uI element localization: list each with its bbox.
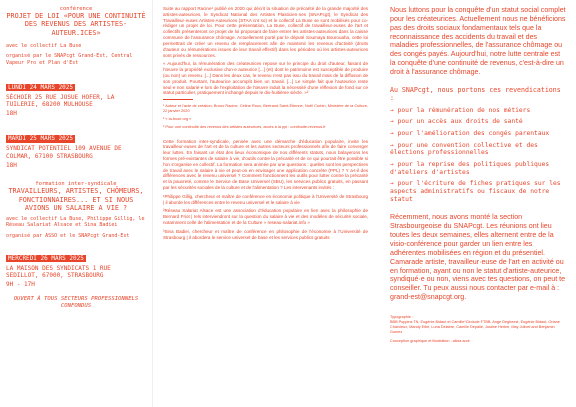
conference-label: conférence	[59, 6, 93, 12]
event-date: MERCREDI 26 MARS 2025	[8, 254, 84, 262]
formation-title: TRAVAILLEURS, ARTISTES, CHÔMEURS, FONCTIONNAIRES... ET SI NOUS AVIONS UN SALAIRE A VIE ?	[8, 187, 144, 212]
demand-item: → pour la rémunération de nos métiers	[390, 106, 531, 114]
demand-item: → pour un accès aux droits de santé	[390, 118, 523, 126]
demands-heading: Au SNAPcgt, nous portons ces revendications :	[390, 85, 561, 102]
left-column	[0, 0, 152, 407]
conference-organizers: organisé par le SNAPcgt Grand-Est, Central Vapeur Pro et Plan d'Est	[6, 53, 133, 66]
footnote-divider	[163, 99, 193, 100]
typography-credits: BBB Poppins TN, Eugénie Bidaut et Camille*Circlude FTBB, Ange Degheest, Eugénie Bidaut, Oriane Charvieux, Mandy Elbé, Luna Delabre, Camille Depalle, Justine Herbel, May Jolivet and Benjamin Gomez	[390, 319, 560, 334]
event-time: 9H - 17H	[6, 281, 35, 289]
event-mulhouse	[6, 74, 146, 118]
formation-label: formation inter-syndicale	[35, 181, 117, 188]
paragraph-quote: « Aujourd'hui, la rémunération des créateurices repose sur le principe du droit d'auteur, faisant de l'œuvre la propriété exclusive d'un·e auteurice [...] (et) dont le patrimoine est susceptible de produire (ou non) un revenu. [...] Dans les deux cas, le revenu n'est pas issu du travail mais de la diffusion de son produit. Pourtant, l'auteurice accomplit bien un travail. [...] Le simple fait que l'auteurice reste seul·e non salarié·e lors de l'exploitation de l'œuvre induit la nécessité d'une réflexion de fond sur ce statut particulier, pratiquement inchangé depuis le dix-huitième siècle. »²	[163, 61, 368, 96]
section-text: Récemment, nous avons monté la section Strasbourgeoise du SNAPcgt. Les réunions ont lieu toutes les deux semaines, elles alternent entre de la visio-conférence pour garder un lien entre les adhérentes mobilisées en région et du présentiel. Camarade artiste, travailleur·euse de l'art en activité ou en formation, ayant ou non le statut d'artiste-auteurice, syndiqué·e ou non, viens avec tes questions, on peut te conseiller. Tu peux aussi nous contacter par e-mail à : grand-est@snapcgt.org.	[390, 213, 566, 302]
formation-organizers: organisé par ASSO et le SNAPcgt Grand-Est	[6, 232, 130, 239]
paragraph-formation: Cette formation inter-syndicale, pensée avec une démarche d'éducation populaire, invite les travailleur·euses de l'art et de la culture et les autres secteurs professionnels afin de faire converger leur luttes. En faisant un état des lieux économique de nos différents statuts, nous balayerons les formes pré-existantes de salaire à vie, d'outils contre la précarité et de ce qui pourrait être possible si l'on s'organise en collectif. La formation sera animée par une questions : quelles sont les perspectives de travail avec le salaire à vie et peut-on en envisager une application concrète (PPL) ? Y a-t-il des différences avec le revenu universel ? Comment fonctionnent les outils pour lutter contre la précarité et la pauvreté, comme le Service de Base Universel (SBU), les services publics gratuits, en passant par les sécurités sociales de la culture et de l'alimentation ? Les intervenants invités :	[163, 138, 368, 190]
conference-title: PROJET DE LOI «POUR UNE CONTINUITÉ DES REVENUS DES ARTISTES-AUTEUR.ICES»	[6, 12, 146, 37]
event-date: MARDI 25 MARS 2025	[8, 135, 74, 143]
right-column	[376, 0, 576, 407]
demand-item: → pour l'écriture de fiches pratiques sur les aspects administratifs ou fiscaux de notre statut	[390, 180, 561, 203]
demand-item: → pour l'amélioration des congés parentaux	[390, 130, 550, 138]
paragraph-intro: Suite au rapport Racine¹ publié en 2020 qui décrit la situation de précarité de la grande majorité des artistes-auteurices, le Syndicat National des Artistes Plasticien·nes (SNAPcgt), le Syndicat des Travailleur·euses Artistes-Auteurices (STAA cnt so) et le collectif La Buse se sont mobilisés pour co-rédiger un projet de loi. Pour cette présentation, La Buse, collectif de travailleur·euses de l'art et collectifs présenteront ce projet de loi proposant de faire entrer les artistes-auteurices dans la caisse commune de l'assurance chômage. Actuellement porté par le député Soumaya Bourouaha, cette loi permettrait de créer un revenu de remplacement afin de maintenir les revenus d'activité (droits d'auteur ou rémunérations issues de leur travail effectif) dans les périodes où les artistes-auteurices sont privés de ressources.	[163, 6, 368, 58]
footnote-3: ² Pour une continuité des revenus des artistes auteurices, accès à la ppl : continuite-revenus.fr	[163, 124, 326, 130]
footnote-2: ² « la-buse.org »	[163, 116, 192, 122]
section-paragraph	[390, 213, 566, 302]
typography-label: Typographie :	[390, 315, 414, 319]
event-strasbourg-1	[6, 125, 146, 169]
event-strasbourg-2	[6, 245, 146, 289]
conference-with: avec le collectif La Buse	[6, 43, 82, 50]
open-note: OUVERT À TOUS SECTEURS PROFESSIONNELS CONFONDUS	[13, 296, 139, 310]
event-place: SÉCHOIR 25 RUE JOSUE HOFER, LA TUILERIE, 68200 MULHOUSE	[6, 93, 115, 109]
formation-with: avec le collectif La Buse, Philippe Gillig, le Réseau Salariat Alsace et Sina Badiei	[6, 216, 145, 229]
footnote-1: ¹ Auteur et l'acte de création, Bruno Racine, Céline Roux, Bertrand Saint-Étienne, Noël Corbin, Ministère de la Culture, 22 janvier 2020	[163, 103, 368, 114]
speaker-reseau-salariat: ²Réseau Salariat Alsace est une association d'éducation populaire en lien avec la philosophie de Bernard Friot | Iels interviendront sur la question du salaire à vie et des modèles de sécurité sociale, notamment celle de l'alimentation et de la Culture « reseau-salariat.info »	[163, 208, 368, 226]
speaker-badiei: ³Sina Badiei, chercheur et maître de conférence en philosophie de l'économie à l'Université de Strasbourg | il abordera le service universel de base et les services publics gratuits	[163, 228, 368, 240]
design-credit: Conception graphique et illustration : alicia arcé	[390, 338, 470, 343]
event-place: LA MAISON DES SYNDICATS 1 RUE SEDILLOT, 67000, STRASBOURG	[6, 264, 111, 280]
event-date: LUNDI 24 MARS 2025	[8, 83, 74, 91]
lead-paragraph: Nous luttons pour la conquête d'un statut social complet pour les créateurices. Actuellement nous ne bénéficions pas des droits sociaux fondamentaux tels que la reconnaissance des accidents du travail et des maladies professionnelles, de l'assurance chômage ou des congés payés. Aujourd'hui, notre lutte centrale est la conquête d'une continuité de revenus, c'est-à-dire un droit à l'assurance chômage.	[390, 6, 566, 77]
speaker-gillig: ¹Philippe Gillig, chercheur et maître de conférence en économie politique à l'Université de Strasbourg | il aborde les différences entre le revenu universel et le salaire à vie	[163, 193, 368, 205]
event-time: 18H	[6, 110, 17, 118]
demand-item: → pour une convention collective et des élections professionnelles	[390, 141, 538, 157]
event-time: 18H	[6, 162, 17, 170]
event-place: SYNDICAT POTENTIEL 109 AVENUE DE COLMAR, 67100 STRASBOURG	[6, 145, 122, 160]
middle-column	[152, 0, 376, 407]
demand-item: → pour la reprise des politiques publiques d'ateliers d'artistes	[390, 161, 550, 176]
